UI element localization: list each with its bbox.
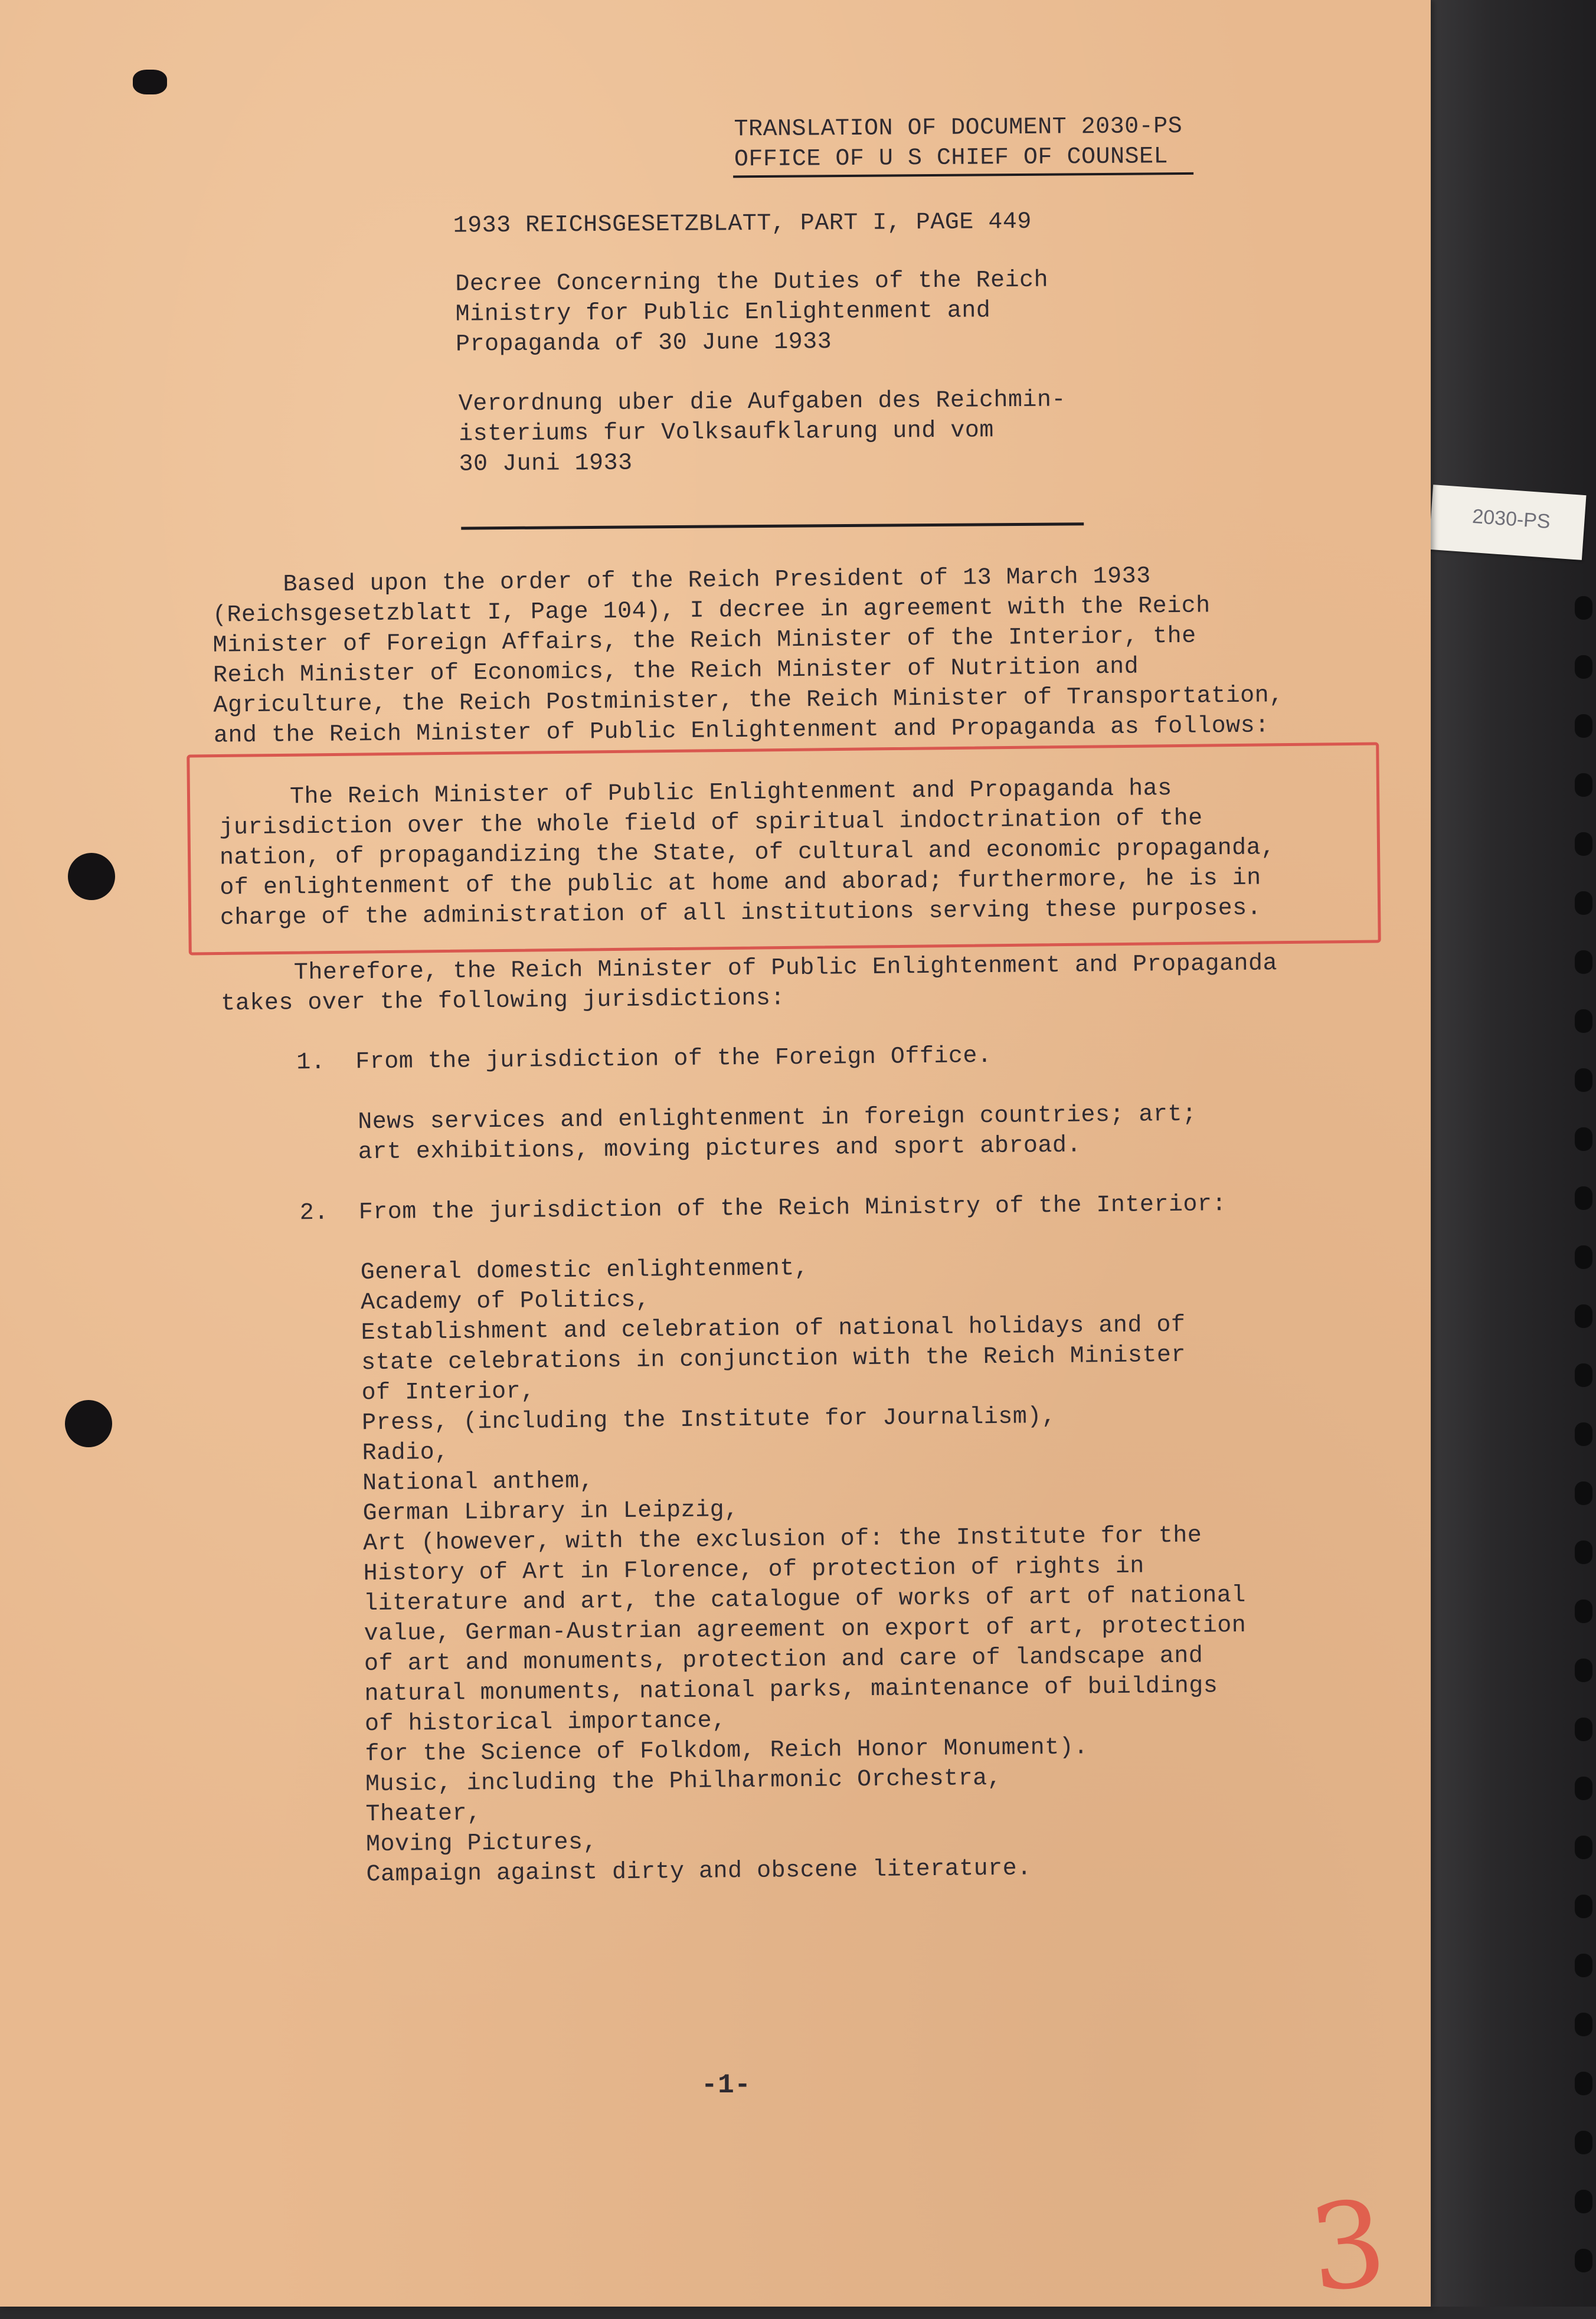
exhibit-tab-label: 2030-PS <box>1471 505 1551 534</box>
punch-hole <box>68 853 115 900</box>
highlighted-line: The Reich Minister of Public Enlightenment and Propaganda has <box>289 776 1172 811</box>
item-1-line: art exhibitions, moving pictures and sport abroad. <box>358 1132 1082 1166</box>
header-line-1: TRANSLATION OF DOCUMENT 2030-PS <box>734 113 1183 143</box>
binder-hole <box>1575 655 1592 679</box>
title-de-line: 30 Juni 1933 <box>459 450 633 478</box>
binder-hole <box>1575 1186 1592 1210</box>
binder-hole <box>1575 1540 1592 1564</box>
highlighted-line: jurisdiction over the whole field of spiritual indoctrination of the <box>219 805 1203 842</box>
title-en-line: Ministry for Public Enlightenment and <box>455 297 991 328</box>
item-2-line: General domestic enlightenment, <box>360 1255 809 1287</box>
binder-hole <box>1575 773 1592 797</box>
header-line-2: OFFICE OF U S CHIEF OF COUNSEL <box>734 143 1169 174</box>
binder-hole <box>1575 1245 1592 1269</box>
item-2-line: Academy of Politics, <box>361 1287 650 1317</box>
binder-hole <box>1575 714 1592 738</box>
item-2-line: Moving Pictures, <box>365 1829 598 1859</box>
item-2-line: value, German-Austrian agreement on export of art, protection <box>364 1612 1247 1648</box>
citation: 1933 REICHSGESETZBLATT, PART I, PAGE 449 <box>453 208 1032 240</box>
highlighted-line: of enlightenment of the public at home and aborad; furthermore, he is in <box>220 865 1261 902</box>
highlighted-line: nation, of propagandizing the State, of cultural and economic propaganda, <box>219 835 1276 872</box>
item-2-line: state celebrations in conjunction with the Reich Minister <box>361 1342 1186 1377</box>
therefore-line: Therefore, the Reich Minister of Public Enlightenment and Propaganda <box>293 950 1278 987</box>
section-divider <box>461 522 1084 529</box>
binder-strip <box>1422 0 1596 2307</box>
binder-hole <box>1575 1659 1592 1682</box>
item-2-line: Art (however, with the exclusion of: the Institute for the <box>362 1522 1202 1558</box>
binder-hole <box>1575 2013 1592 2036</box>
preamble-line: Based upon the order of the Reich President of 13 March 1933 <box>283 563 1151 598</box>
binder-hole <box>1575 1304 1592 1328</box>
item-2-line: natural monuments, national parks, maintenance of buildings <box>364 1673 1218 1708</box>
binder-hole <box>1575 1718 1592 1741</box>
binder-hole <box>1575 596 1592 620</box>
item-2-line: History of Art in Florence, of protection of rights in <box>363 1553 1145 1588</box>
preamble-line: Reich Minister of Economics, the Reich Minister of Nutrition and <box>212 653 1139 689</box>
binder-hole <box>1575 1363 1592 1387</box>
ink-blot <box>133 70 167 94</box>
binder-hole <box>1575 1836 1592 1859</box>
item-2-line: Music, including the Philharmonic Orchestra, <box>365 1765 1002 1798</box>
binder-hole <box>1575 891 1592 915</box>
binder-hole <box>1575 1422 1592 1446</box>
item-2-number: 2. <box>299 1199 329 1227</box>
item-2-line: German Library in Leipzig, <box>362 1497 739 1528</box>
binder-hole <box>1575 950 1592 974</box>
item-2-line: Establishment and celebration of national holidays and of <box>361 1311 1186 1347</box>
item-2-line: Campaign against dirty and obscene literature. <box>366 1855 1032 1889</box>
exhibit-tab <box>1428 485 1586 560</box>
preamble-line: and the Reich Minister of Public Enlightenment and Propaganda as follows: <box>213 712 1270 750</box>
item-2-line: for the Science of Folkdom, Reich Honor Monument). <box>365 1734 1088 1768</box>
highlighted-line: charge of the administration of all institutions serving these purposes. <box>220 895 1262 932</box>
page-number: -1- <box>701 2070 751 2101</box>
binder-hole <box>1575 1954 1592 1977</box>
binder-hole <box>1575 1068 1592 1092</box>
title-en-line: Decree Concerning the Duties of the Reich <box>455 267 1049 298</box>
item-1-line: News services and enlightenment in foreign countries; art; <box>358 1101 1197 1136</box>
item-2-line: National anthem, <box>362 1468 594 1497</box>
item-2-line: of Interior, <box>361 1378 535 1407</box>
binder-hole <box>1575 2072 1592 2095</box>
binder-hole <box>1575 1481 1592 1505</box>
binder-hole <box>1575 1009 1592 1033</box>
red-pencil-highlight <box>187 742 1381 955</box>
therefore-line: takes over the following jurisdictions: <box>221 985 786 1018</box>
preamble-line: Agriculture, the Reich Postminister, the Reich Minister of Transportation, <box>213 682 1284 719</box>
binder-hole <box>1575 1127 1592 1151</box>
item-1-heading: From the jurisdiction of the Foreign Office. <box>355 1042 992 1076</box>
item-2-line: literature and art, the catalogue of works of art of national <box>363 1582 1247 1618</box>
binder-hole <box>1575 2249 1592 2272</box>
preamble-line: (Reichsgesetzblatt I, Page 104), I decree in agreement with the Reich <box>212 593 1211 629</box>
title-de-line: isteriums fur Volksaufklarung und vom <box>459 417 994 448</box>
binder-hole <box>1575 1777 1592 1800</box>
binder-hole <box>1575 1600 1592 1623</box>
binder-hole <box>1575 2190 1592 2213</box>
punch-hole <box>65 1400 112 1447</box>
title-de-line: Verordnung uber die Aufgaben des Reichmin- <box>458 387 1067 418</box>
item-2-line: of historical importance, <box>364 1708 727 1738</box>
binder-hole <box>1575 832 1592 856</box>
binder-hole <box>1575 2131 1592 2154</box>
item-2-line: of art and monuments, protection and care of landscape and <box>364 1643 1203 1678</box>
item-2-line: Radio, <box>362 1439 449 1467</box>
preamble-line: Minister of Foreign Affairs, the Reich Minister of the Interior, the <box>212 623 1196 659</box>
item-2-heading: From the jurisdiction of the Reich Ministry of the Interior: <box>358 1191 1227 1226</box>
item-2-line: Theater, <box>365 1800 482 1829</box>
handwritten-page-mark: 3 <box>1303 2174 1393 2319</box>
item-1-number: 1. <box>296 1049 326 1077</box>
binder-hole <box>1575 1895 1592 1918</box>
title-en-line: Propaganda of 30 June 1933 <box>455 329 832 358</box>
item-2-line: Press, (including the Institute for Journalism), <box>361 1403 1057 1437</box>
